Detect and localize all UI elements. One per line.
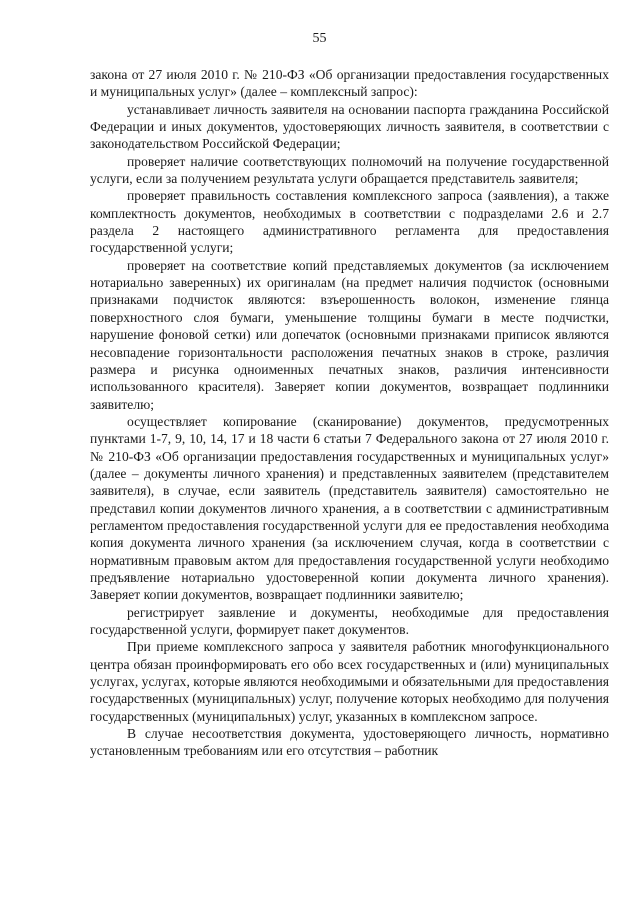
paragraph-continuation: закона от 27 июля 2010 г. № 210-ФЗ «Об организации предоставления государственных и муниципальных услуг» (далее – комплексный запрос):: [90, 67, 609, 100]
paragraph-copy-verification: проверяет на соответствие копий представляемых документов (за исключением нотариально заверенных) их оригиналам (на предмет наличия подчисток (основными признаками подчисток являются: взъерошенность волокон, изменение глянца поверхностного слоя бумаги, уменьшение толщины бумаги в месте подчистки, нарушение фоновой сетки) или допечаток (основными признаками приписок являются несовпадение горизонтальности расположения печатных знаков в строке, различия размера и рисунка одноименных печатных знаков, различия интенсивности использованного красителя). Заверяет копии документов, возвращает подлинники заявителю;: [90, 257, 609, 412]
paragraph-request-check: проверяет правильность составления комплексного запроса (заявления), а также комплектность документов, необходимых в соответствии с подразделами 2.6 и 2.7 раздела 2 настоящего административного регламента для предоставления государственной услуги;: [90, 188, 609, 256]
paragraph-informing: При приеме комплексного запроса у заявителя работник многофункционального центра обязан проинформировать его обо всех государственных и (или) муниципальных услугах, услугах, которые являются необходимыми и обязательными для предоставления государственных (муниципальных) услуг, получение которых необходимо для получения государственных (муниципальных) услуг, указанных в комплексном запросе.: [90, 639, 609, 724]
paragraph-identity-check: устанавливает личность заявителя на основании паспорта гражданина Российской Федерации и иных документов, удостоверяющих личность заявителя, в соответствии с законодательством Российской Федерации;: [90, 101, 609, 152]
paragraph-authority-check: проверяет наличие соответствующих полномочий на получение государственной услуги, если за получением результата услуги обращается представитель заявителя;: [90, 153, 609, 187]
paragraph-mismatch: В случае несоответствия документа, удостоверяющего личность, нормативно установленным требованиям или его отсутствия – работник: [90, 726, 609, 759]
paragraph-copying: осуществляет копирование (сканирование) документов, предусмотренных пунктами 1-7, 9, 10, 14, 17 и 18 части 6 статьи 7 Федерального закона от 27 июля 2010 г. № 210-ФЗ «Об организации предоставления государственных и муниципальных услуг» (далее – документы личного хранения) и представленных заявителем (представителем заявителя), в случае, если заявитель (представитель заявителя) самостоятельно не представил копии документов личного хранения, а в соответствии с административным регламентом предоставления государственной услуги для ее предоставления необходима копия документа личного хранения (за исключением случая, когда в соответствии с нормативным правовым актом для предоставления государственной услуги необходимо предъявление нотариально удостоверенной копии документа личного хранения). Заверяет копии документов, возвращает подлинники заявителю;: [90, 413, 609, 603]
paragraph-registration: регистрирует заявление и документы, необходимые для предоставления государственной услуги, формирует пакет документов.: [90, 604, 609, 637]
document-body: [90, 66, 609, 760]
page-number: 55: [312, 31, 327, 46]
